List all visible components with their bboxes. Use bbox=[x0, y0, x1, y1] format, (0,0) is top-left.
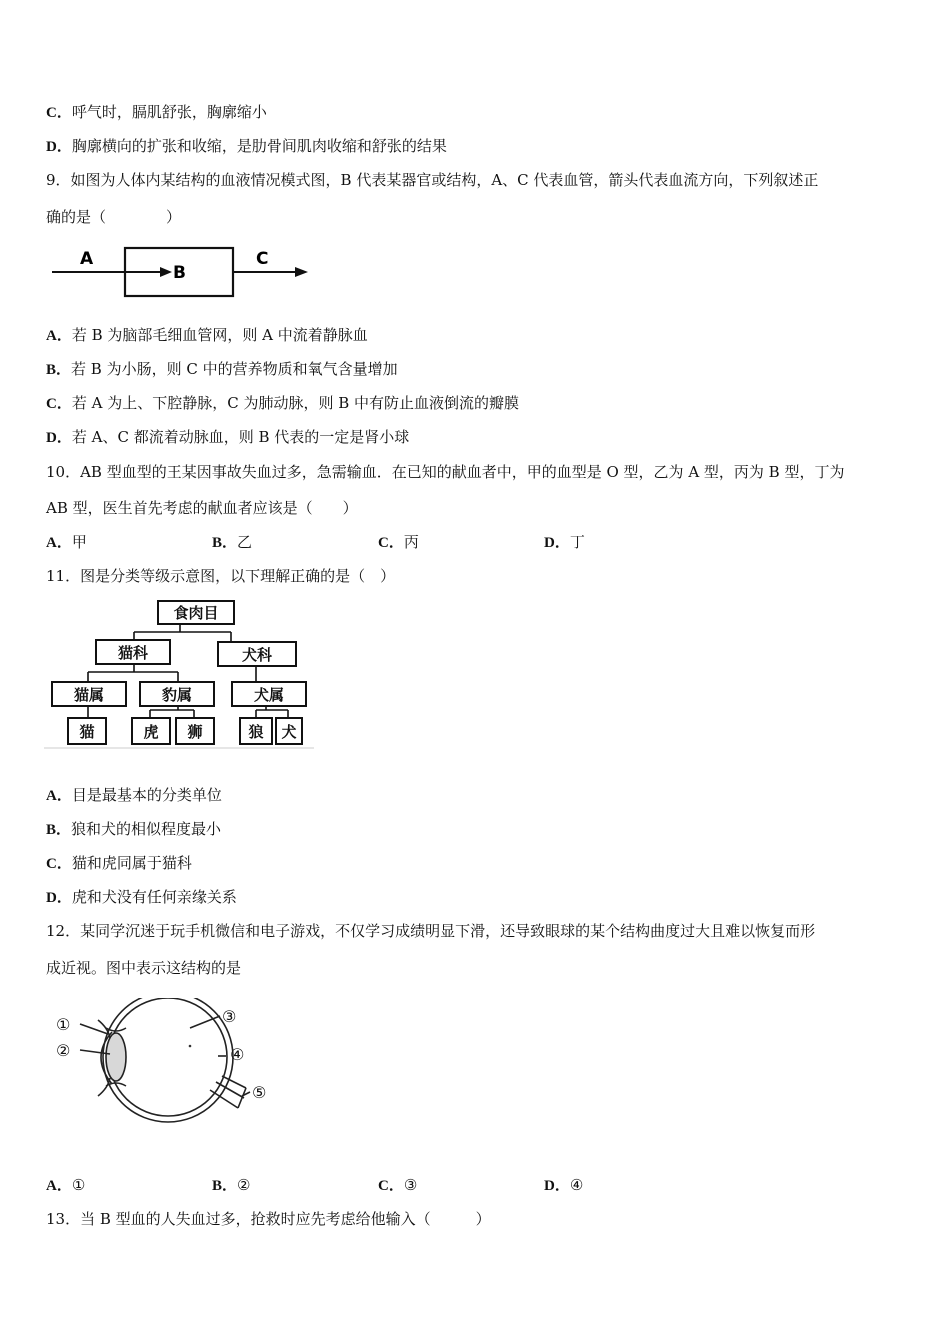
q9-option-a bbox=[46, 325, 368, 346]
q8-option-c bbox=[46, 102, 267, 123]
q9-option-d bbox=[46, 427, 409, 448]
node-species-tiger: 虎 bbox=[143, 723, 159, 741]
node-genus-canis: 犬属 bbox=[253, 686, 285, 704]
option-text: 虎和犬没有任何亲缘关系 bbox=[71, 888, 237, 906]
node-family-cat: 猫科 bbox=[117, 644, 149, 662]
option-text: 若 A 为上、下腔静脉，C 为肺动脉，则 B 中有防止血液倒流的瓣膜 bbox=[71, 394, 520, 412]
option-text: ① bbox=[71, 1176, 86, 1194]
node-species-wolf: 狼 bbox=[248, 723, 264, 741]
option-text: 若 B 为小肠，则 C 中的营养物质和氧气含量增加 bbox=[71, 360, 398, 378]
q11-option-d bbox=[46, 887, 237, 908]
option-text: 甲 bbox=[71, 533, 87, 551]
option-letter: C． bbox=[46, 396, 72, 412]
option-text: 呼气时，膈肌舒张，胸廓缩小 bbox=[71, 103, 267, 121]
label-2: ② bbox=[56, 1041, 71, 1060]
node-species-dog: 犬 bbox=[281, 723, 297, 741]
q10-option-d bbox=[544, 532, 710, 553]
node-family-dog: 犬科 bbox=[241, 646, 273, 664]
q10-option-b bbox=[212, 532, 378, 553]
option-letter: A． bbox=[46, 535, 72, 551]
q9-stem-line2: 确的是（ ） bbox=[46, 208, 182, 226]
option-letter: A． bbox=[46, 328, 72, 344]
option-text: 乙 bbox=[237, 533, 253, 551]
node-genus-panthera: 豹属 bbox=[161, 686, 193, 704]
q9-option-b bbox=[46, 359, 398, 380]
option-letter: D． bbox=[46, 139, 72, 155]
option-letter: D． bbox=[46, 430, 72, 446]
q9-stem-line1: 9．如图为人体内某结构的血液情况模式图，B 代表某器官或结构，A、C 代表血管，箭头代表血流方向，下列叙述正 bbox=[46, 171, 819, 189]
organ-b-label: B bbox=[173, 263, 186, 283]
q12-option-d bbox=[544, 1175, 710, 1196]
q10-option-a bbox=[46, 532, 212, 553]
option-text: 胸廓横向的扩张和收缩，是肋骨间肌肉收缩和舒张的结果 bbox=[71, 137, 447, 155]
q12-eyeball-diagram bbox=[50, 998, 278, 1124]
option-letter: D． bbox=[544, 535, 570, 551]
q9-blood-flow-diagram bbox=[46, 240, 316, 302]
q11-stem: 11．图是分类等级示意图，以下理解正确的是（ ） bbox=[46, 567, 396, 585]
option-text: 若 B 为脑部毛细血管网，则 A 中流着静脉血 bbox=[71, 326, 368, 344]
q12-stem-line2: 成近视。图中表示这结构的是 bbox=[46, 959, 242, 977]
q12-option-a bbox=[46, 1175, 212, 1196]
option-text: 猫和虎同属于猫科 bbox=[71, 854, 192, 872]
option-text: 丁 bbox=[569, 533, 585, 551]
option-letter: B． bbox=[212, 535, 238, 551]
q12-option-c bbox=[378, 1175, 544, 1196]
option-text: ③ bbox=[403, 1176, 418, 1194]
q10-option-c bbox=[378, 532, 544, 553]
option-letter: C． bbox=[378, 535, 404, 551]
option-letter: A． bbox=[46, 1178, 72, 1194]
q11-option-a bbox=[46, 785, 222, 806]
q9-option-c bbox=[46, 393, 519, 414]
node-genus-cat: 猫属 bbox=[73, 686, 105, 704]
option-text: 目是最基本的分类单位 bbox=[71, 786, 222, 804]
q11-classification-tree bbox=[44, 598, 316, 750]
q13-stem: 13．当 B 型血的人失血过多，抢救时应先考虑给他输入（ ） bbox=[46, 1210, 491, 1228]
option-letter: C． bbox=[46, 856, 72, 872]
label-5: ⑤ bbox=[252, 1083, 267, 1102]
vessel-a-label: A bbox=[80, 249, 94, 269]
node-species-cat: 猫 bbox=[79, 723, 95, 741]
option-text: 若 A、C 都流着动脉血，则 B 代表的一定是肾小球 bbox=[71, 428, 410, 446]
q10-stem-line1: 10．AB 型血型的王某因事故失血过多，急需输血．在已知的献血者中，甲的血型是 O 型，乙为 A 型，丙为 B 型，丁为 bbox=[46, 463, 845, 481]
option-letter: B． bbox=[46, 362, 72, 378]
option-letter: B． bbox=[212, 1178, 238, 1194]
label-4: ④ bbox=[230, 1045, 245, 1064]
q10-options bbox=[46, 532, 746, 553]
option-text: ④ bbox=[569, 1176, 584, 1194]
option-letter: D． bbox=[46, 890, 72, 906]
q12-option-b bbox=[212, 1175, 378, 1196]
label-3: ③ bbox=[222, 1007, 237, 1026]
vessel-c-label: C bbox=[256, 249, 269, 269]
option-text: ② bbox=[237, 1176, 251, 1194]
option-letter: A． bbox=[46, 788, 72, 804]
q11-option-b bbox=[46, 819, 221, 840]
option-letter: C． bbox=[46, 105, 72, 121]
option-text: 丙 bbox=[403, 533, 419, 551]
q10-stem-line2: AB 型，医生首先考虑的献血者应该是（ ） bbox=[46, 499, 358, 517]
option-letter: C． bbox=[378, 1178, 404, 1194]
node-order: 食肉目 bbox=[173, 604, 219, 622]
q12-stem-line1: 12．某同学沉迷于玩手机微信和电子游戏，不仅学习成绩明显下滑，还导致眼球的某个结构曲度过大且难以恢复而形 bbox=[46, 922, 816, 940]
option-letter: B． bbox=[46, 822, 72, 838]
q11-option-c bbox=[46, 853, 192, 874]
node-species-lion: 狮 bbox=[187, 723, 203, 741]
q12-options bbox=[46, 1175, 746, 1196]
option-letter: D． bbox=[544, 1178, 570, 1194]
option-text: 狼和犬的相似程度最小 bbox=[71, 820, 222, 838]
label-1: ① bbox=[56, 1015, 71, 1034]
q8-option-d bbox=[46, 136, 447, 157]
